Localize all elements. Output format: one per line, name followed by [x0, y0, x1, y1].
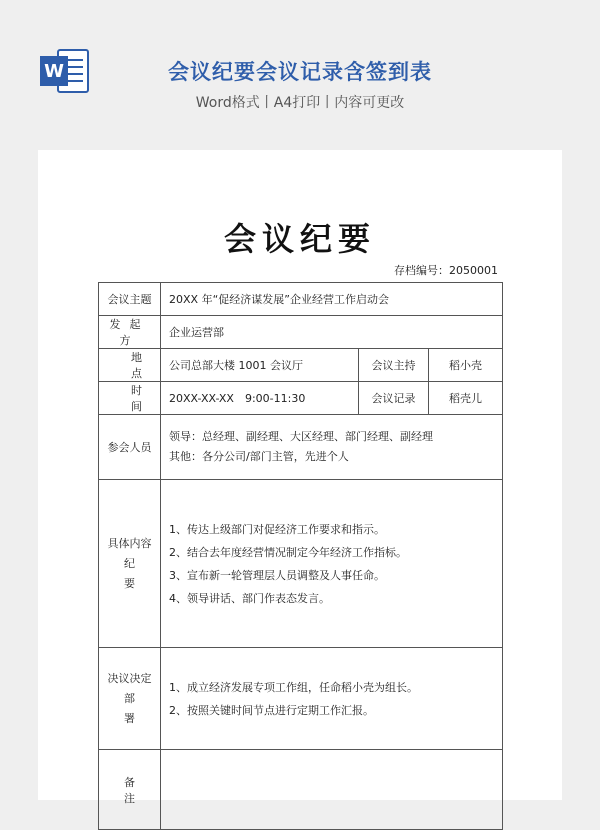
- topic-label: 会议主题: [99, 283, 161, 316]
- document-title: 会议纪要: [223, 220, 376, 258]
- recorder-value: 稻壳儿: [429, 382, 503, 415]
- content-label-line1: 具体内容: [107, 536, 152, 550]
- template-header: [0, 0, 600, 150]
- initiator-label: [99, 316, 161, 349]
- table-row: [99, 382, 503, 415]
- content-label: [99, 480, 161, 648]
- content-item: 3、宣布新一轮管理层人员调整及人事任命。: [169, 568, 385, 582]
- table-row: [99, 415, 503, 480]
- table-row: [99, 283, 503, 316]
- table-row: [99, 648, 503, 750]
- decision-label-line1: 决议决定: [107, 671, 152, 685]
- location-label-text: 地点: [131, 351, 170, 380]
- decision-label-line2: 部署: [124, 691, 153, 725]
- host-value: 稻小壳: [429, 349, 503, 382]
- minutes-table: [98, 282, 503, 830]
- page-title: 会议纪要会议记录含签到表: [168, 60, 432, 84]
- archive-number: 存档编号：2050001: [394, 264, 498, 277]
- decision-item: 2、按照关键时间节点进行定期工作汇报。: [169, 703, 374, 717]
- page-subtitle: Word格式丨A4打印丨内容可更改: [195, 95, 405, 111]
- content-value: [161, 480, 503, 648]
- content-item: 2、结合去年度经营情况制定今年经济工作指标。: [169, 545, 407, 559]
- table-row: [99, 349, 503, 382]
- notes-label-text: 备注: [124, 775, 153, 805]
- notes-value[interactable]: [161, 750, 503, 830]
- attendees-label: 参会人员: [99, 415, 161, 480]
- attendees-line: 领导：总经理、副经理、大区经理、部门经理、副经理: [169, 430, 433, 443]
- content-item: 1、传达上级部门对促经济工作要求和指示。: [169, 522, 385, 536]
- location-value: 公司总部大楼 1001 会议厅: [161, 349, 359, 382]
- attendees-line: 其他：各分公司/部门主管，先进个人: [169, 450, 349, 463]
- recorder-label: 会议记录: [359, 382, 429, 415]
- time-label-text: 时间: [131, 384, 170, 413]
- host-label: 会议主持: [359, 349, 429, 382]
- content-label-line2: 纪要: [124, 556, 153, 590]
- table-row: [99, 750, 503, 830]
- decision-value: [161, 648, 503, 750]
- topic-value: 20XX 年“促经济谋发展”企业经营工作启动会: [161, 283, 503, 316]
- table-row: [99, 480, 503, 648]
- location-label: [99, 349, 170, 382]
- decision-label: [99, 648, 161, 750]
- content-item: 4、领导讲话、部门作表态发言。: [169, 591, 330, 605]
- table-row: [99, 316, 503, 349]
- svg-text:W: W: [44, 61, 64, 82]
- notes-label: [99, 750, 161, 830]
- attendees-value: [161, 415, 503, 480]
- decision-item: 1、成立经济发展专项工作组，任命稻小壳为组长。: [169, 680, 418, 694]
- initiator-label-text: 发起方: [109, 318, 150, 347]
- document-page: [38, 150, 562, 805]
- time-label: [99, 382, 170, 415]
- time-value: 20XX-XX-XX 9:00-11:30: [161, 382, 359, 415]
- initiator-value: 企业运营部: [161, 316, 503, 349]
